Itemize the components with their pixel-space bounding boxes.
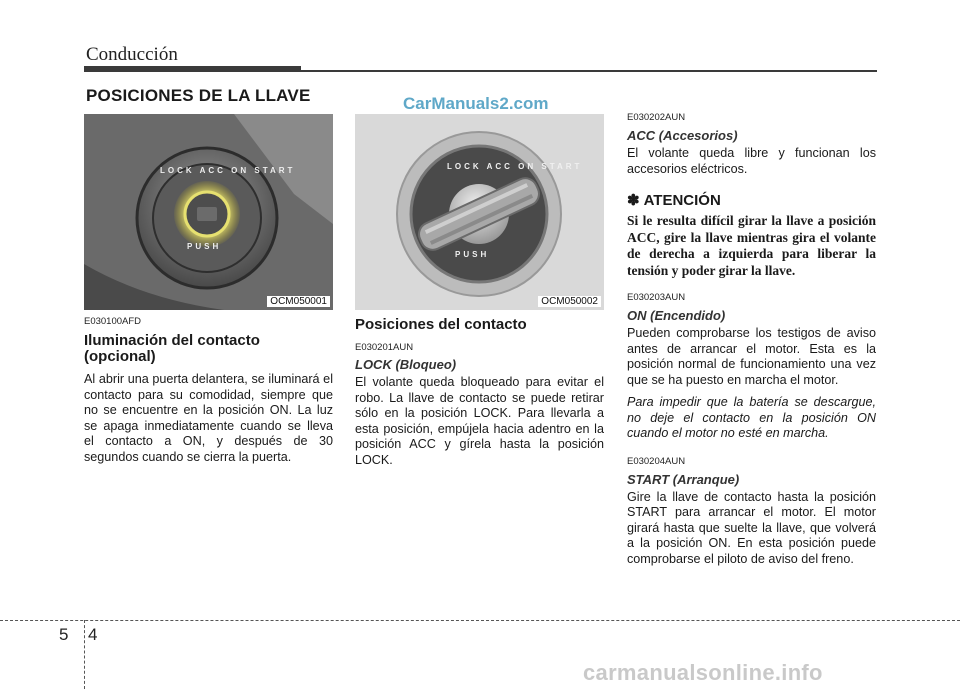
chapter-title: Conducción: [86, 44, 178, 65]
watermark-bottom: carmanualsonline.info: [583, 660, 823, 685]
ignition-positions-image: [355, 114, 604, 310]
page-section-number: 5: [59, 625, 69, 644]
code-on: E030203AUN: [627, 292, 686, 303]
ring-label-top-2: LOCK ACC ON START: [447, 162, 583, 171]
code-start: E030204AUN: [627, 455, 686, 467]
code-acc: E030202AUN: [627, 112, 686, 123]
heading-illumination: Iluminación del contacto (opcional): [84, 332, 260, 365]
heading-positions: Posiciones del contacto: [355, 316, 527, 333]
ignition-illustration-1: [84, 114, 333, 310]
code-illumination: E030100AFD: [84, 316, 142, 327]
attention-body: Si le resulta difícil girar la llave a posición ACC, gire la llave mientras gira el volante de derecha a izquierda para liberar la tensión y poder girar la llave.: [627, 213, 876, 278]
note-on: Para impedir que la batería se descargue, no deje el contacto en la posición ON cuando el motor no esté en marcha.: [627, 395, 876, 440]
body-acc: El volante queda libre y funcionan los accesorios eléctricos.: [627, 146, 876, 176]
body-illumination: Al abrir una puerta delantera, se iluminará el contacto para su comodidad, siempre que no se encuentre en la posición ON. La luz se apaga inmediatamente cuando se lleva el contacto a ON, y después de 30 segundos cuando se cierra la puerta.: [84, 372, 333, 464]
subheading-on: ON (Encendido): [627, 308, 726, 323]
footer-rule: [0, 620, 960, 621]
column-1: [84, 316, 333, 465]
code-lock: E030201AUN: [355, 342, 414, 353]
page-number: 4: [88, 625, 98, 644]
ignition-illuminated-image: [84, 114, 333, 310]
body-lock: El volante queda bloqueado para evitar el robo. La llave de contacto se puede retirar sólo en la posición LOCK. Para llevarla a esta posición, empújela hacia adentro en la posición ACC y gírela hasta la posición LOCK.: [355, 375, 604, 467]
column-3: [627, 112, 876, 567]
image-caption-2: OCM050002: [538, 296, 601, 307]
section-title: POSICIONES DE LA LLAVE: [86, 86, 311, 105]
ignition-illustration-2: [355, 114, 604, 310]
attention-title: [627, 191, 876, 209]
subheading-start: START (Arranque): [627, 471, 740, 487]
watermark-top: CarManuals2.com: [403, 94, 549, 113]
attention-icon: ✽: [627, 192, 640, 209]
column-2: [355, 317, 604, 468]
body-start: Gire la llave de contacto hasta la posición START para arrancar el motor. El motor girará hasta que suelte la llave, que volverá a la posición ON. En esta posición puede comprobarse el piloto de aviso del freno.: [627, 489, 876, 566]
ring-label-top-1: LOCK ACC ON START: [160, 166, 296, 175]
header-rule-thin: [301, 70, 877, 72]
subheading-lock: LOCK (Bloqueo): [355, 357, 457, 372]
header-rule-thick: [84, 66, 301, 72]
ring-label-bottom-2: PUSH: [455, 250, 490, 259]
ring-label-bottom-1: PUSH: [187, 242, 222, 251]
image-caption-1: OCM050001: [267, 296, 330, 307]
attention-title-text: ATENCIÓN: [643, 191, 721, 209]
footer-divider: [84, 620, 85, 689]
subheading-acc: ACC (Accesorios): [627, 128, 738, 143]
body-on: Pueden comprobarse los testigos de aviso antes de arrancar el motor. Esta es la posición normal de funcionamiento una vez que se ha puesto en marcha el motor.: [627, 326, 876, 387]
